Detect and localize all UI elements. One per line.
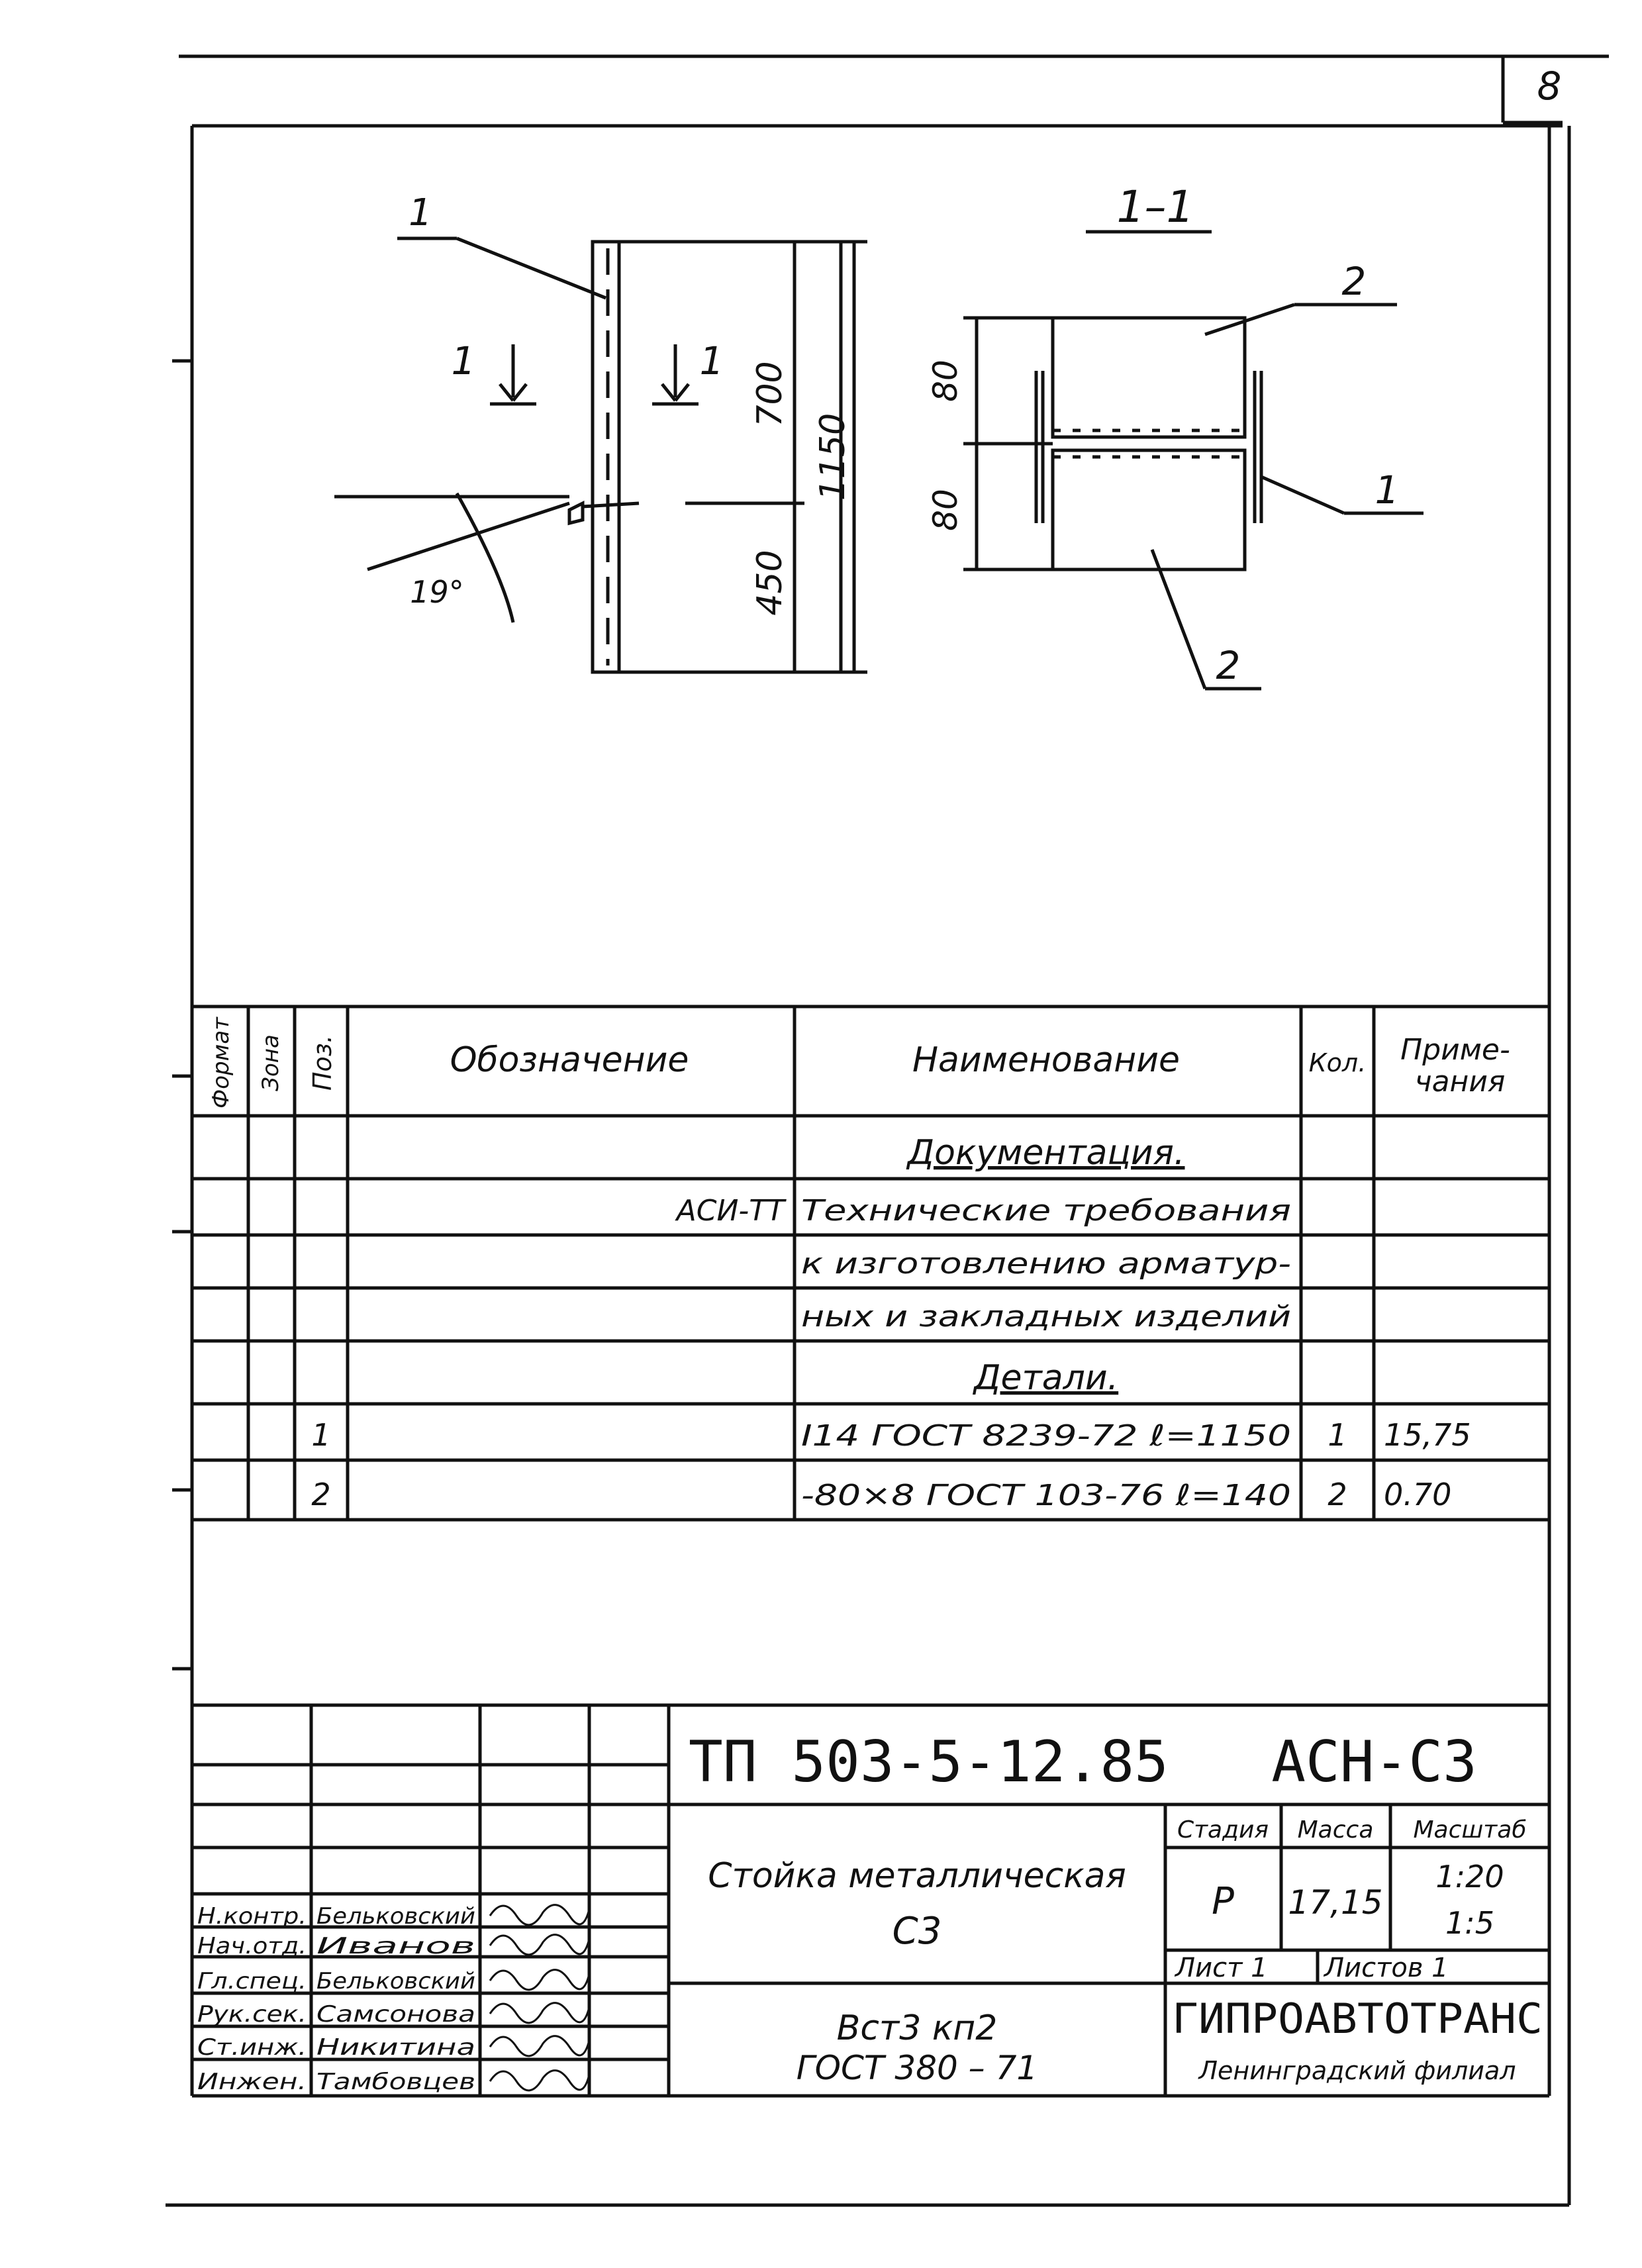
spec-row-name: I14 ГОСТ 8239-72 ℓ=1150 <box>801 1419 1291 1453</box>
signer-name: Тамбовцев <box>316 2069 475 2095</box>
material-line1: Вст3 кп2 <box>836 2008 998 2048</box>
organization: ГИПРОАВТОТРАНС <box>1172 1995 1543 2043</box>
sheets-label: Листов 1 <box>1324 1953 1449 1983</box>
header-format: Формат <box>208 1017 234 1109</box>
signer-name: Никитина <box>316 2034 475 2061</box>
material-line2: ГОСТ 380 – 71 <box>796 2049 1038 2087</box>
spec-row-note: 15,75 <box>1384 1417 1471 1453</box>
signer-role: Инжен. <box>197 2069 307 2095</box>
signer-role: Гл.спец. <box>197 1968 307 1995</box>
header-note <box>1400 1033 1520 1099</box>
signer-role: Нач.отд. <box>197 1933 307 1959</box>
scale-value-1: 1:20 <box>1435 1859 1504 1895</box>
mass-label: Масса <box>1297 1816 1374 1844</box>
signers-list <box>197 1903 589 2095</box>
stage-value: Р <box>1212 1880 1234 1923</box>
document-code: ТП 503-5-12.85 АСН-С3 <box>689 1729 1477 1795</box>
dim-1150: 1150 <box>813 413 853 501</box>
dim-80-bottom: 80 <box>926 489 965 531</box>
section-pos-2-top: 2 <box>1341 259 1367 304</box>
spec-row-pos: 1 <box>311 1417 331 1453</box>
signature-scribble <box>490 2003 589 2023</box>
organization-branch: Ленинградский филиал <box>1198 2056 1516 2085</box>
title-line1: Стойка металлическая <box>708 1856 1126 1896</box>
header-note-line2: чания <box>1414 1065 1506 1099</box>
section-mark-left: 1 <box>451 338 476 383</box>
signer-role: Н.контр. <box>197 1903 307 1930</box>
sheet-number: 8 <box>1537 64 1562 109</box>
signature-scribble <box>490 2036 589 2056</box>
dim-700: 700 <box>750 361 790 427</box>
dim-80-top: 80 <box>926 360 965 402</box>
angle-label: 19° <box>410 574 464 610</box>
header-designation: Обозначение <box>450 1040 689 1080</box>
section-mark-right: 1 <box>699 338 724 383</box>
signer-role: Рук.сек. <box>197 2001 307 2028</box>
dim-450: 450 <box>750 550 790 616</box>
signer-name: Самсонова <box>316 2001 475 2028</box>
spec-row-name: к изготовлению арматур- <box>801 1247 1291 1281</box>
signer-role: Ст.инж. <box>197 2034 307 2061</box>
spec-row-designation: АСИ-ТТ <box>676 1194 785 1228</box>
section-pos-1: 1 <box>1375 468 1400 513</box>
signature-scribble <box>490 1970 589 1990</box>
signer-name: Бельковский <box>316 1968 475 1995</box>
header-name: Наименование <box>912 1040 1181 1080</box>
sheet-label: Лист 1 <box>1175 1953 1268 1983</box>
header-zone: Зона <box>258 1034 284 1091</box>
title-line2: С3 <box>892 1910 942 1953</box>
spec-row-qty: 1 <box>1328 1417 1347 1453</box>
scale-label: Масштаб <box>1413 1816 1527 1844</box>
scale-value-2: 1:5 <box>1445 1905 1495 1941</box>
header-qty: Кол. <box>1308 1048 1367 1077</box>
signer-name: Иванов <box>316 1933 475 1959</box>
spec-row-section-heading: Детали. <box>973 1358 1119 1398</box>
spec-row-note: 0.70 <box>1384 1477 1452 1512</box>
spec-row-pos: 2 <box>311 1477 331 1512</box>
header-pos: Поз. <box>308 1034 337 1091</box>
section-view <box>963 305 1424 689</box>
spec-row-name: -80×8 ГОСТ 103-76 ℓ=140 <box>801 1479 1291 1512</box>
spec-row-section-heading: Документация. <box>907 1133 1185 1173</box>
spec-row-name: ных и закладных изделий <box>801 1300 1291 1334</box>
elevation-pos-1: 1 <box>409 191 432 234</box>
stage-label: Стадия <box>1177 1816 1269 1844</box>
section-pos-2-bottom: 2 <box>1216 643 1241 688</box>
signer-name: Бельковский <box>316 1903 475 1930</box>
spec-rows <box>311 1133 1471 1512</box>
spec-row-name: Технические требования <box>801 1194 1291 1228</box>
mass-value: 17,15 <box>1288 1883 1383 1922</box>
header-note-line1: Приме- <box>1400 1033 1510 1067</box>
section-title: 1–1 <box>1116 181 1194 232</box>
spec-row-qty: 2 <box>1328 1477 1347 1512</box>
signature-scribble <box>490 1905 589 1925</box>
signature-scribble <box>490 2071 589 2091</box>
signature-scribble <box>490 1935 589 1955</box>
